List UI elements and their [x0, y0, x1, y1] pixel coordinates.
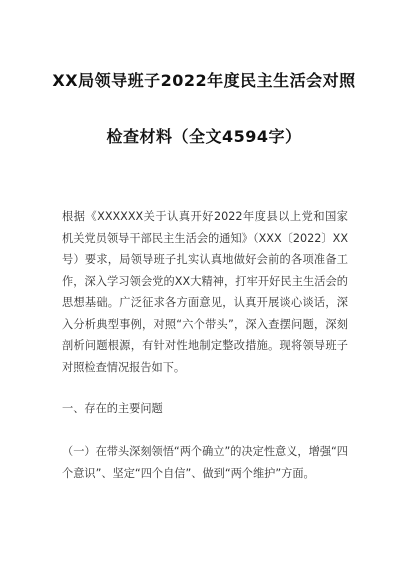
section-heading: 一、存在的主要问题: [62, 402, 163, 415]
intro-paragraph: 根据《XXXXXX关于认真开好2022年度县以上党和国家机关党员领导干部民主生活会的通知》（XXX〔2022〕XX号）要求，局领导班子扎实认真地做好会前的各项准备工作，深入学习领会党的XX大精神，打牢开好民主生活会的思想基础。广泛征求各方面意见，认真开展谈心谈话，深入分析典型事例，对照“六个带头”，深入查摆问题，深刻剖析问题根源，有针对性地制定整改措施。现将领导班子对照检查情况报告如下。: [62, 210, 348, 374]
document-title-line2: 检查材料（全文4594字）: [106, 127, 302, 146]
section-item-paragraph: （一）在带头深刻领悟“两个确立”的决定性意义，增强“四个意识”、坚定“四个自信”、做到“两个维护”方面。: [62, 445, 348, 480]
document-title-line1: XX局领导班子2022年度民主生活会对照: [52, 71, 356, 90]
